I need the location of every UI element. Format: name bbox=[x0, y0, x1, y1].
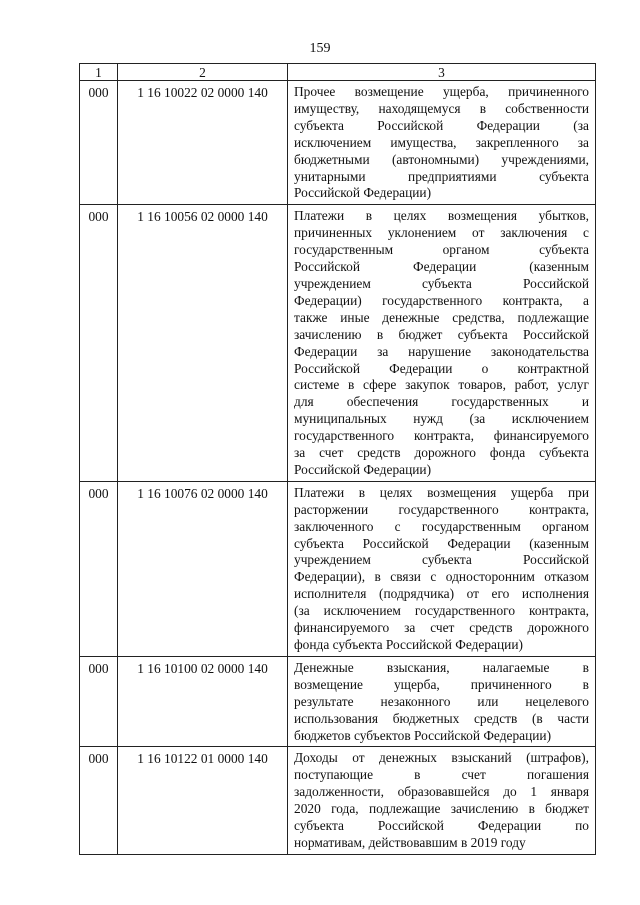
description-line: имуществу, находящемуся в собственности bbox=[294, 100, 589, 116]
table-row bbox=[80, 205, 596, 482]
description-line: государственным органом субъекта bbox=[294, 242, 589, 258]
description-line: возмещение ущерба, причиненного в bbox=[294, 676, 589, 692]
description-line: нормативам, действовавшим в 2019 году bbox=[294, 834, 526, 850]
description-line: причиненных уклонением от заключения с bbox=[294, 225, 589, 241]
table-row bbox=[80, 481, 596, 656]
description-cell bbox=[288, 81, 596, 205]
description-line: Российской Федерации) bbox=[294, 461, 432, 477]
budget-classification-table bbox=[79, 63, 596, 855]
description-line: субъекта Российской Федерации (за bbox=[294, 117, 589, 133]
description-line: Российской Федерации о контрактной bbox=[294, 360, 589, 376]
classification-code-cell: 1 16 10122 01 0000 140 bbox=[118, 747, 288, 854]
description-line: унитарными предприятиями субъекта bbox=[294, 168, 589, 184]
admin-code-cell: 000 bbox=[80, 205, 118, 482]
admin-code-cell: 000 bbox=[80, 81, 118, 205]
description-line: Федерации за нарушение законодательства bbox=[294, 343, 589, 359]
description-line: учреждением субъекта Российской bbox=[294, 552, 589, 568]
table-header-row bbox=[80, 64, 596, 81]
description-line: поступающие в счет погашения bbox=[294, 767, 589, 783]
description-cell bbox=[288, 747, 596, 854]
description-line: (за исключением государственного контракта, bbox=[294, 603, 589, 619]
classification-code-cell: 1 16 10022 02 0000 140 bbox=[118, 81, 288, 205]
description-cell bbox=[288, 656, 596, 747]
admin-code-cell: 000 bbox=[80, 747, 118, 854]
description-line: муниципальных нужд (за исключением bbox=[294, 411, 589, 427]
page-number: 159 bbox=[309, 41, 331, 56]
column-header-1: 1 bbox=[80, 64, 118, 81]
table-row bbox=[80, 747, 596, 854]
description-line: Прочее возмещение ущерба, причиненного bbox=[294, 84, 589, 99]
description-cell bbox=[288, 205, 596, 482]
description-line: расторжении государственного контракта, bbox=[294, 501, 589, 517]
description-line: системе в сфере закупок товаров, работ, услуг bbox=[294, 377, 589, 393]
description-cell bbox=[288, 481, 596, 656]
description-line: финансируемого за счет средств дорожного bbox=[294, 620, 589, 636]
description-line: бюджетными (автономными) учреждениями, bbox=[294, 151, 589, 167]
description-line: Российской Федерации) bbox=[294, 185, 432, 201]
admin-code-cell: 000 bbox=[80, 656, 118, 747]
admin-code-cell: 000 bbox=[80, 481, 118, 656]
description-line: за счет средств дорожного фонда субъекта bbox=[294, 445, 589, 461]
column-header-2: 2 bbox=[118, 64, 288, 81]
description-line: зачислению в бюджет субъекта Российской bbox=[294, 326, 589, 342]
description-line: заключенного с государственным органом bbox=[294, 518, 589, 534]
description-line: бюджетов субъектов Российской Федерации) bbox=[294, 727, 552, 743]
table-body bbox=[80, 81, 596, 855]
table-row bbox=[80, 81, 596, 205]
table-row bbox=[80, 656, 596, 747]
description-line: результате незаконного или нецелевого bbox=[294, 693, 589, 709]
description-line: исключением имущества, закрепленного за bbox=[294, 134, 589, 150]
description-line: Доходы от денежных взысканий (штрафов), bbox=[294, 750, 589, 766]
column-header-3: 3 bbox=[288, 64, 596, 81]
description-line: государственного контракта, финансируемого bbox=[294, 428, 589, 444]
classification-code-cell: 1 16 10056 02 0000 140 bbox=[118, 205, 288, 482]
classification-code-cell: 1 16 10100 02 0000 140 bbox=[118, 656, 288, 747]
description-line: фонда субъекта Российской Федерации) bbox=[294, 637, 523, 652]
description-line: также иные денежные средства, подлежащие bbox=[294, 309, 589, 325]
description-line: Российской Федерации (казенным bbox=[294, 259, 589, 275]
description-line: использования бюджетных средств (в части bbox=[294, 710, 589, 726]
description-line: для обеспечения государственных и bbox=[294, 394, 589, 410]
description-line: исполнителя (подрядчика) от его исполнения bbox=[294, 586, 589, 602]
description-line: учреждением субъекта Российской bbox=[294, 275, 589, 291]
description-line: Платежи в целях возмещения убытков, bbox=[294, 208, 589, 224]
description-line: Федерации) государственного контракта, а bbox=[294, 292, 589, 308]
description-line: Платежи в целях возмещения ущерба при bbox=[294, 484, 589, 500]
description-line: Федерации), в связи с односторонним отказом bbox=[294, 569, 589, 585]
description-line: 2020 года, подлежащие зачислению в бюджет bbox=[294, 801, 589, 817]
description-line: задолженности, образовавшейся до 1 января bbox=[294, 784, 589, 800]
classification-code-cell: 1 16 10076 02 0000 140 bbox=[118, 481, 288, 656]
description-line: субъекта Российской Федерации по bbox=[294, 818, 589, 834]
description-line: субъекта Российской Федерации (казенным bbox=[294, 535, 589, 551]
description-line: Денежные взыскания, налагаемые в bbox=[294, 659, 589, 675]
